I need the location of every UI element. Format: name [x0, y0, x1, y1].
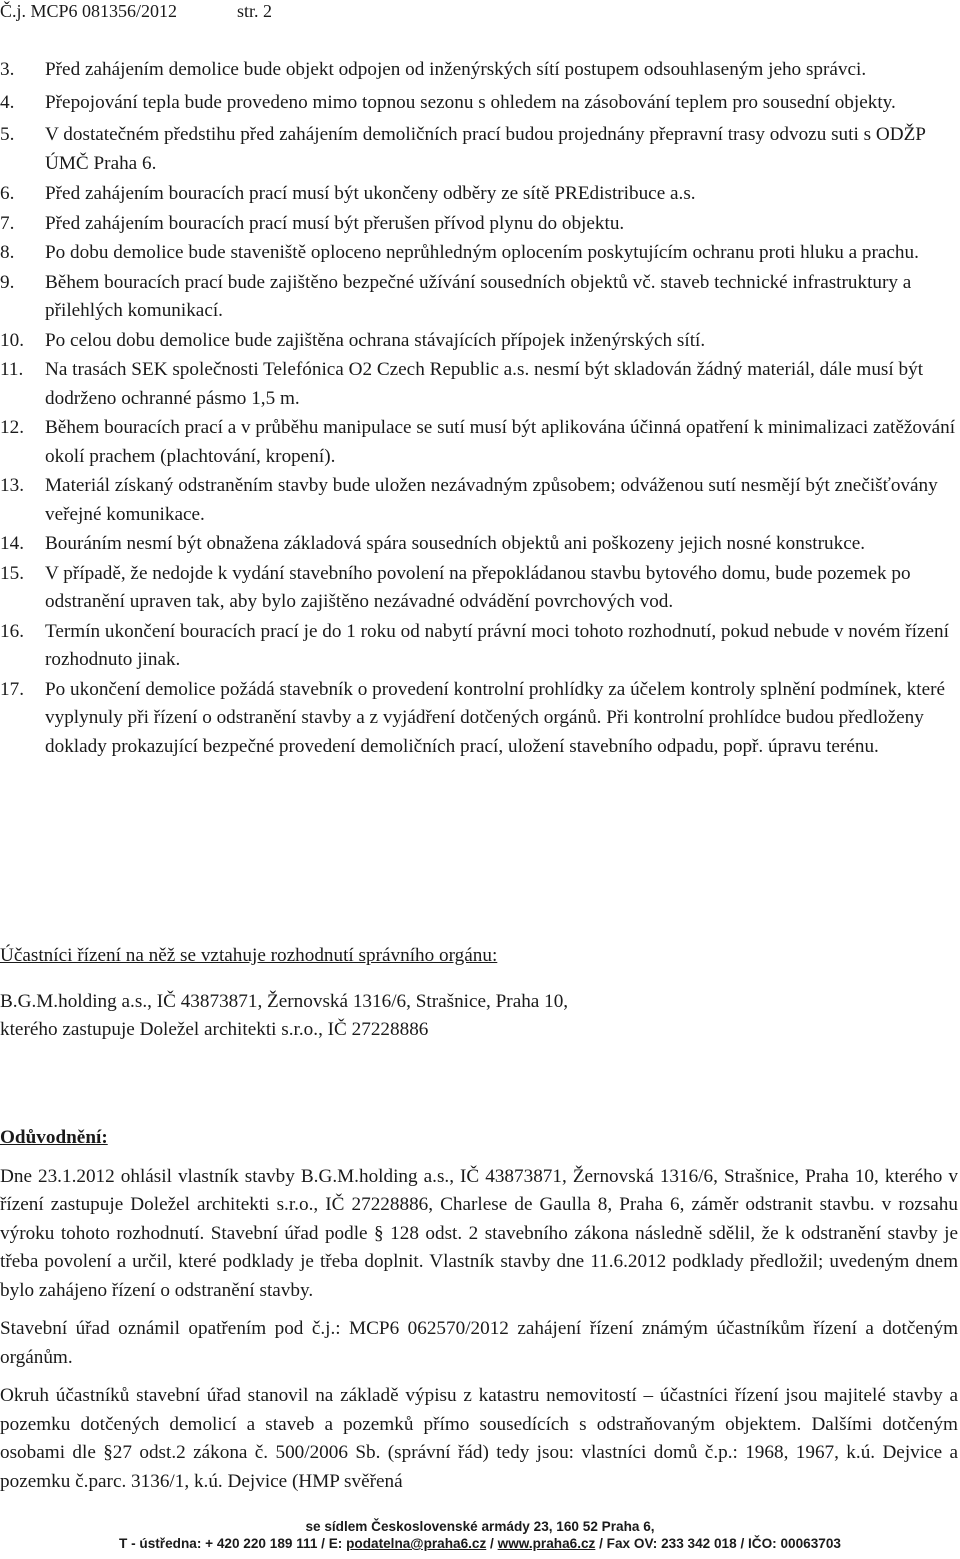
item-number: 8. [0, 242, 15, 263]
item-text: V případě, že nedojde k vydání stavebního povolení na přepokládanou stavbu bytového domu, bude pozemek po odstranění upraven tak, aby bylo zajištěno nezávadné odvádění povrchových vod. [45, 562, 911, 612]
footer-separator: / [486, 1536, 498, 1551]
page-header [0, 0, 272, 22]
footer-fax-ico: / Fax OV: 233 342 018 / IČO: 00063703 [595, 1536, 841, 1551]
footer-address: se sídlem Československé armády 23, 160 52 Praha 6, [305, 1519, 655, 1534]
list-item [0, 210, 958, 239]
list-item [0, 269, 958, 326]
item-number: 3. [0, 59, 15, 80]
participant-line: B.G.M.holding a.s., IČ 43873871, Žernovská 1316/6, Strašnice, Praha 10, [0, 990, 569, 1012]
email-link[interactable]: podatelna@praha6.cz [346, 1536, 487, 1551]
list-item [0, 472, 958, 529]
reasoning-paragraph: Okruh účastníků stavební úřad stanovil na základě výpisu z katastru nemovitostí – účastníci řízení jsou majitelé stavby a pozemku dotčených demolicí a staveb a pozemků přímo sousedících s odstraňovaným objektem. Dalšími dotčeným osobami dle §27 odst.2 zákona č. 500/2006 Sb. (správní řád) tedy jsou: vlastníci domů č.p.: 1968, 1967, k.ú. Dejvice a pozemku č.parc. 3136/1, k.ú. Dejvice (HMP svěřená [0, 1385, 958, 1492]
footer-phone: T - ústředna: + 420 220 189 111 / E: [119, 1536, 343, 1551]
page-number: str. 2 [237, 1, 273, 21]
participant-line: kterého zastupuje Doležel architekti s.r.o., IČ 27228886 [0, 1019, 429, 1040]
item-number: 5. [0, 124, 15, 145]
item-text: Přepojování tepla bude provedeno mimo topnou sezonu s ohledem na zásobování teplem pro sousední objekty. [45, 91, 896, 113]
list-item [0, 676, 958, 762]
reference-number: Č.j. MCP6 081356/2012 [0, 1, 178, 21]
item-number: 17. [0, 678, 24, 700]
list-item [0, 56, 958, 85]
item-text: Před zahájením bouracích prací musí být přerušen přívod plynu do objektu. [45, 212, 625, 234]
item-text: Na trasách SEK společnosti Telefónica O2 Czech Republic a.s. nesmí být skladován žádný materiál, dále musí být dodrženo ochranné pásmo 1,5 m. [45, 359, 924, 409]
item-number: 9. [0, 271, 15, 293]
item-number: 10. [0, 329, 24, 351]
reasoning-heading: Odůvodnění: [0, 1127, 108, 1148]
list-item [0, 121, 958, 178]
item-number: 7. [0, 212, 15, 234]
item-number: 13. [0, 475, 24, 496]
participants-heading: Účastníci řízení na něž se vztahuje rozhodnutí správního orgánu: [0, 945, 498, 966]
page-footer [0, 1518, 960, 1552]
item-number: 15. [0, 562, 24, 584]
list-item [0, 327, 958, 356]
item-text: Před zahájením demolice bude objekt odpojen od inženýrských sítí postupem odsouhlaseným jeho správci. [45, 59, 867, 80]
item-text: Během bouracích prací a v průběhu manipulace se sutí musí být aplikována účinná opatření k minimalizaci zatěžování okolí prachem (plachtování, kropení). [45, 417, 956, 467]
item-text: Materiál získaný odstraněním stavby bude uložen nezávadným způsobem; odváženou sutí nesmějí být znečišťovány veřejné komunikace. [45, 475, 938, 525]
list-item [0, 560, 958, 617]
item-number: 11. [0, 359, 24, 380]
item-text: Po ukončení demolice požádá stavebník o provedení kontrolní prohlídky za účelem kontroly splnění podmínek, které vyplynuly při řízení o odstranění stavby a z vyjádření dotčených orgánů. Při kontrolní prohlídce budou předloženy doklady prokazující bezpečné provedení demoličních prací, uložení stavebního odpadu, popř. úpravu terénu. [45, 678, 945, 757]
list-item [0, 180, 958, 209]
item-text: Termín ukončení bouracích prací je do 1 roku od nabytí právní moci tohoto rozhodnutí, pokud nebude v novém řízení rozhodnuto jinak. [45, 620, 949, 670]
conditions-list [0, 56, 958, 761]
item-number: 14. [0, 533, 24, 554]
website-link[interactable]: www.praha6.cz [497, 1536, 596, 1551]
item-text: Během bouracích prací bude zajištěno bezpečné užívání sousedních objektů vč. staveb technické infrastruktury a přilehlých komunikací. [45, 271, 912, 321]
item-number: 6. [0, 183, 15, 204]
reasoning-paragraph: Stavební úřad oznámil opatřením pod č.j.: MCP6 062570/2012 zahájení řízení známým účastníkům řízení a dotčeným orgánům. [0, 1318, 958, 1368]
footer-contacts [0, 1535, 960, 1552]
item-text: V dostatečném předstihu před zahájením demoličních prací budou projednány přepravní trasy odvozu suti s ODŽP ÚMČ Praha 6. [45, 124, 926, 174]
list-item [0, 239, 958, 268]
list-item [0, 414, 958, 471]
list-item [0, 530, 958, 559]
reasoning-section [0, 1124, 958, 1496]
item-text: Po celou dobu demolice bude zajištěna ochrana stávajících přípojek inženýrských sítí. [45, 329, 706, 351]
reasoning-paragraph: Dne 23.1.2012 ohlásil vlastník stavby B.G.M.holding a.s., IČ 43873871, Žernovská 1316/6, Strašnice, Praha 10, kterého v řízení zastupuje Doležel architekti s.r.o., IČ 27228886, Charlese de Gaulla 8, Praha 6, záměr odstranit stavbu. v rozsahu výroku tohoto rozhodnutí. Stavební úřad podle § 128 odst. 2 stavebního zákona následně sdělil, že k odstranění stavby je třeba povolení a určil, které podklady je třeba doplnit. Vlastník stavby dne 11.6.2012 podklady předložil; uvedeným dnem bylo zahájeno řízení o odstranění stavby. [0, 1165, 958, 1301]
item-number: 16. [0, 620, 24, 642]
list-item [0, 356, 958, 413]
item-number: 12. [0, 417, 24, 438]
item-text: Bouráním nesmí být obnažena základová spára sousedních objektů ani poškozeny jejich nosné konstrukce. [45, 533, 866, 554]
participants-section [0, 942, 568, 1045]
list-item [0, 618, 958, 675]
list-item [0, 89, 958, 118]
item-number: 4. [0, 91, 15, 113]
item-text: Po dobu demolice bude staveniště oploceno neprůhledným oplocením poskytujícím ochranu proti hluku a prachu. [45, 242, 919, 263]
item-text: Před zahájením bouracích prací musí být ukončeny odběry ze sítě PREdistribuce a.s. [45, 183, 696, 204]
